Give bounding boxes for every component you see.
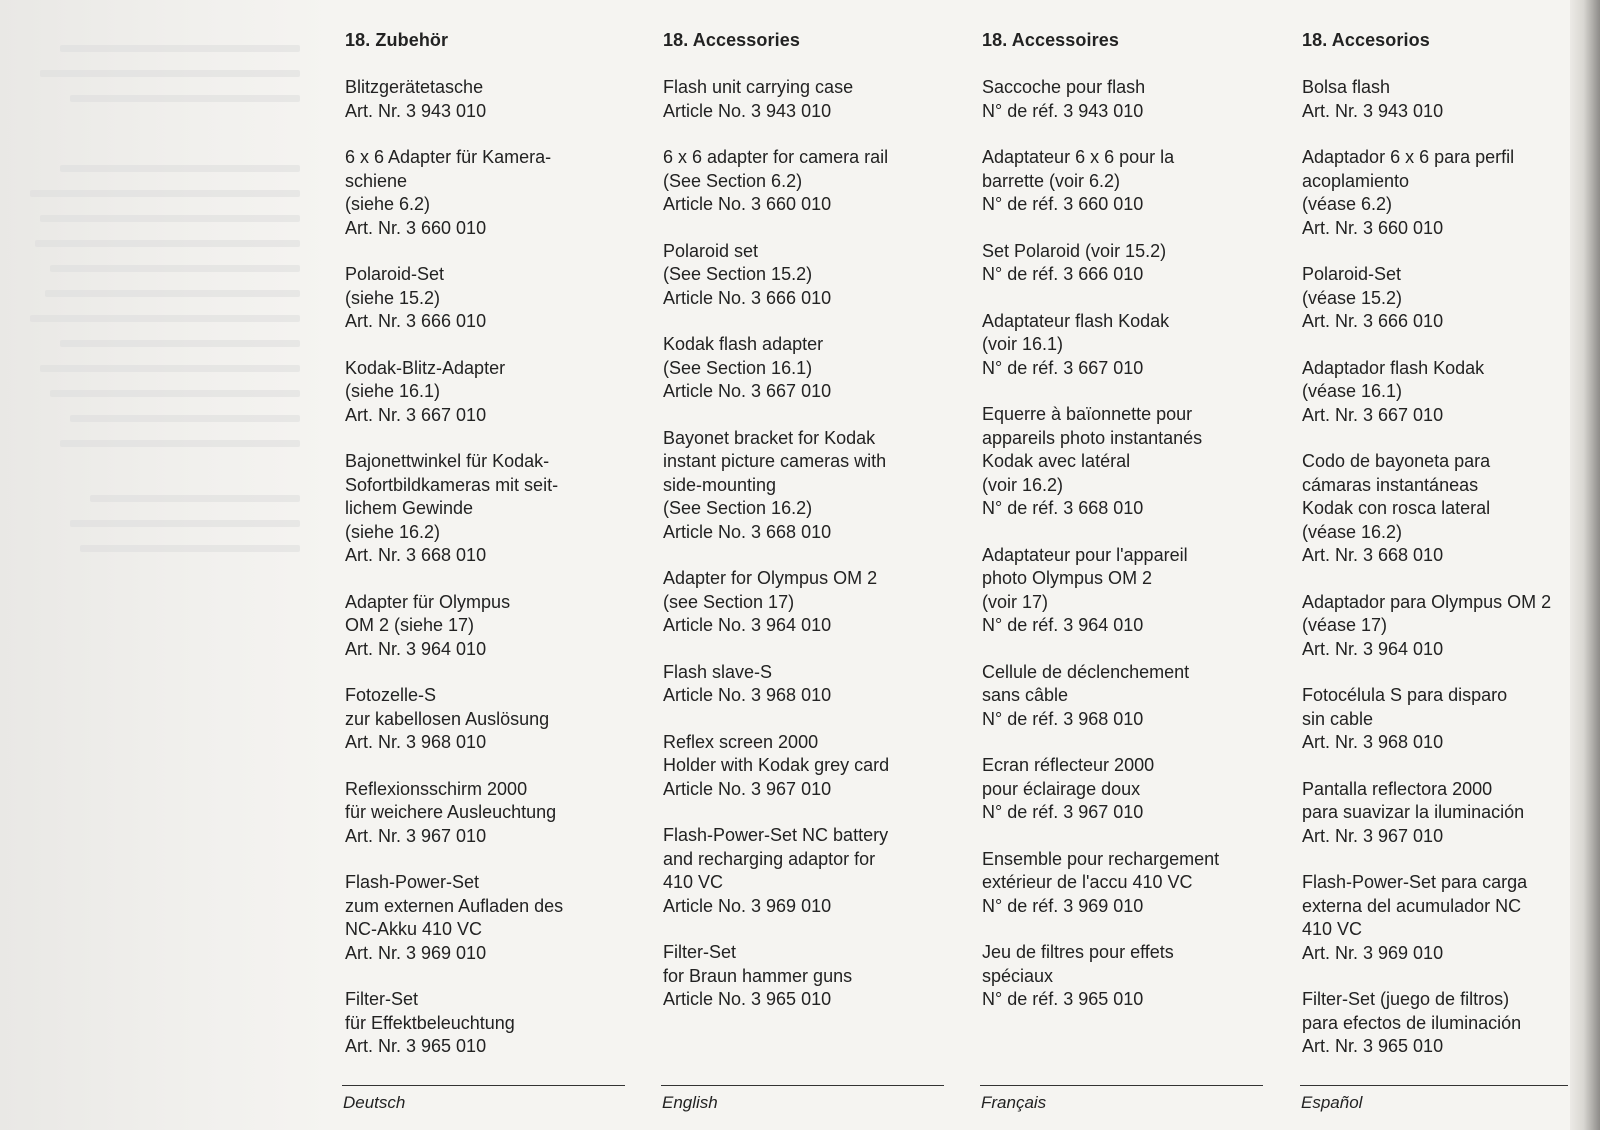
entry-line: Art. Nr. 3 943 010	[345, 100, 487, 121]
entry-line: Filter-Set	[345, 989, 419, 1009]
accessory-entry	[345, 684, 630, 755]
entry-line: Art. Nr. 3 969 010	[1302, 942, 1444, 963]
accessory-entry	[345, 263, 630, 334]
accessory-entry	[1302, 684, 1587, 755]
accessory-entry	[345, 357, 630, 428]
footer-rule-english	[661, 1085, 944, 1086]
entry-list	[1302, 76, 1587, 1059]
entry-line: Art. Nr. 3 668 010	[1302, 545, 1444, 565]
entry-line: (voir 17)	[982, 591, 1049, 612]
accessory-entry	[1302, 871, 1587, 965]
entry-line: Fotozelle-S	[345, 685, 437, 705]
entry-line: Article No. 3 967 010	[663, 778, 832, 799]
entry-line: sin cable	[1302, 708, 1374, 729]
entry-line: Saccoche pour flash	[982, 77, 1146, 97]
accessory-entry	[1302, 263, 1587, 334]
accessory-entry	[982, 661, 1267, 732]
accessory-entry	[663, 240, 948, 311]
entry-line: N° de réf. 3 965 010	[982, 989, 1144, 1009]
accessory-entry	[982, 310, 1267, 381]
entry-line: Art. Nr. 3 943 010	[1302, 100, 1444, 121]
column-espanol	[1302, 30, 1587, 1082]
entry-line: Polaroid-Set	[345, 264, 445, 284]
entry-line: sans câble	[982, 685, 1069, 705]
entry-line: N° de réf. 3 964 010	[982, 615, 1144, 635]
entry-line: Pantalla reflectora 2000	[1302, 778, 1493, 799]
accessory-entry	[345, 76, 630, 123]
entry-line: N° de réf. 3 943 010	[982, 100, 1144, 121]
entry-list	[345, 76, 630, 1059]
accessory-entry	[345, 988, 630, 1059]
entry-line: N° de réf. 3 660 010	[982, 194, 1144, 214]
entry-line: lichem Gewinde	[345, 498, 474, 518]
entry-line: Art. Nr. 3 965 010	[1302, 1036, 1444, 1056]
accessory-entry	[663, 146, 948, 217]
entry-line: Codo de bayoneta para	[1302, 451, 1491, 471]
entry-line: Art. Nr. 3 964 010	[1302, 638, 1444, 659]
entry-line: Flash-Power-Set NC battery	[663, 825, 889, 845]
entry-line: Adaptateur flash Kodak	[982, 310, 1170, 331]
entry-line: for Braun hammer guns	[663, 965, 853, 986]
entry-line: Art. Nr. 3 660 010	[345, 217, 487, 238]
entry-line: N° de réf. 3 968 010	[982, 708, 1144, 729]
entry-line: Art. Nr. 3 667 010	[1302, 404, 1444, 425]
accessory-entry	[345, 778, 630, 849]
entry-line: Bajonettwinkel für Kodak-	[345, 451, 550, 471]
footer-language-espanol: Español	[1301, 1093, 1363, 1112]
entry-line: Polaroid set	[663, 240, 759, 261]
entry-line: (véase 16.1)	[1302, 381, 1403, 401]
entry-line: Adaptateur 6 x 6 pour la	[982, 147, 1175, 167]
footer-language-english: English	[662, 1093, 718, 1112]
entry-line: extérieur de l'accu 410 VC	[982, 872, 1193, 892]
entry-line: (véase 16.2)	[1302, 521, 1403, 542]
accessory-entry	[982, 146, 1267, 217]
entry-line: Filter-Set	[663, 942, 737, 962]
entry-line: Article No. 3 660 010	[663, 194, 832, 214]
entry-line: OM 2 (siehe 17)	[345, 615, 475, 635]
entry-line: (see Section 17)	[663, 591, 795, 612]
entry-line: Art. Nr. 3 668 010	[345, 545, 487, 565]
entry-line: Cellule de déclenchement	[982, 661, 1190, 682]
footer-rule-deutsch	[342, 1085, 625, 1086]
entry-line: Ecran réflecteur 2000	[982, 755, 1155, 775]
accessory-entry	[663, 333, 948, 404]
entry-list	[663, 76, 948, 1012]
entry-line: externa del acumulador NC	[1302, 895, 1522, 916]
entry-line: Flash slave-S	[663, 661, 773, 682]
entry-line: acoplamiento	[1302, 170, 1410, 191]
accessory-entry	[1302, 778, 1587, 849]
entry-line: 410 VC	[663, 872, 724, 892]
entry-line: Jeu de filtres pour effets	[982, 942, 1174, 962]
entry-line: Flash unit carrying case	[663, 77, 854, 97]
entry-line: Bayonet bracket for Kodak	[663, 427, 876, 448]
entry-line: Adapter for Olympus OM 2	[663, 568, 878, 588]
accessory-entry	[663, 661, 948, 708]
entry-line: para suavizar la iluminación	[1302, 802, 1525, 822]
column-title: 18. Accessories	[663, 30, 800, 50]
accessory-entry	[1302, 450, 1587, 568]
accessory-entry	[345, 591, 630, 662]
entry-line: (voir 16.1)	[982, 334, 1064, 354]
entry-line: 410 VC	[1302, 919, 1363, 939]
entry-line: (voir 16.2)	[982, 474, 1064, 495]
entry-line: (siehe 16.2)	[345, 521, 441, 542]
entry-line: N° de réf. 3 667 010	[982, 357, 1144, 378]
entry-line: Article No. 3 667 010	[663, 381, 832, 401]
entry-line: Art. Nr. 3 666 010	[1302, 311, 1444, 331]
entry-line: and recharging adaptor for	[663, 848, 876, 869]
entry-line: Reflex screen 2000	[663, 731, 819, 752]
entry-line: instant picture cameras with	[663, 451, 887, 471]
accessory-entry	[982, 240, 1267, 287]
entry-line: Art. Nr. 3 965 010	[345, 1036, 487, 1056]
entry-line: N° de réf. 3 666 010	[982, 264, 1144, 284]
entry-line: (See Section 16.2)	[663, 498, 813, 518]
entry-line: Bolsa flash	[1302, 77, 1391, 97]
entry-line: Article No. 3 943 010	[663, 100, 832, 121]
entry-line: Article No. 3 666 010	[663, 287, 832, 308]
accessory-entry	[982, 941, 1267, 1012]
entry-line: Adapter für Olympus	[345, 591, 511, 612]
entry-line: Set Polaroid (voir 15.2)	[982, 240, 1167, 261]
entry-list	[982, 76, 1267, 1012]
entry-line: Filter-Set (juego de filtros)	[1302, 989, 1510, 1009]
entry-line: Art. Nr. 3 967 010	[1302, 825, 1444, 846]
entry-line: para efectos de iluminación	[1302, 1012, 1522, 1033]
footer-language-deutsch: Deutsch	[343, 1093, 406, 1112]
entry-line: Blitzgerätetasche	[345, 77, 484, 97]
entry-line: Article No. 3 964 010	[663, 615, 832, 635]
entry-line: Kodak-Blitz-Adapter	[345, 357, 506, 378]
entry-line: photo Olympus OM 2	[982, 568, 1153, 588]
entry-line: N° de réf. 3 969 010	[982, 895, 1144, 916]
entry-line: zum externen Aufladen des	[345, 895, 564, 916]
entry-line: cámaras instantáneas	[1302, 474, 1479, 495]
entry-line: Flash-Power-Set para carga	[1302, 872, 1528, 892]
entry-line: für weichere Ausleuchtung	[345, 802, 557, 822]
entry-line: Art. Nr. 3 967 010	[345, 825, 487, 846]
entry-line: (siehe 16.1)	[345, 381, 441, 401]
entry-line: side-mounting	[663, 474, 777, 495]
entry-line: Article No. 3 968 010	[663, 685, 832, 705]
accessory-entry	[663, 567, 948, 638]
accessory-entry	[663, 941, 948, 1012]
bleed-through-left-page	[0, 0, 330, 1130]
accessory-entry	[1302, 146, 1587, 240]
entry-line: Holder with Kodak grey card	[663, 755, 890, 775]
column-deutsch	[345, 30, 630, 1082]
entry-line: spéciaux	[982, 965, 1054, 986]
footer-rule-espanol	[1300, 1085, 1568, 1086]
accessory-entry	[345, 146, 630, 240]
entry-line: für Effektbeleuchtung	[345, 1012, 515, 1033]
accessory-entry	[663, 731, 948, 802]
accessory-entry	[982, 754, 1267, 825]
accessory-entry	[663, 427, 948, 545]
entry-line: (véase 17)	[1302, 615, 1388, 635]
column-francais	[982, 30, 1267, 1035]
entry-line: Art. Nr. 3 660 010	[1302, 217, 1444, 238]
entry-line: barrette (voir 6.2)	[982, 170, 1121, 191]
column-english	[663, 30, 948, 1035]
entry-line: Reflexionsschirm 2000	[345, 778, 528, 799]
accessory-entry	[345, 450, 630, 568]
entry-line: zur kabellosen Auslösung	[345, 708, 550, 729]
entry-line: Art. Nr. 3 968 010	[345, 732, 487, 752]
entry-line: Art. Nr. 3 969 010	[345, 942, 487, 963]
entry-line: Fotocélula S para disparo	[1302, 685, 1508, 705]
accessory-entry	[982, 848, 1267, 919]
entry-line: Article No. 3 965 010	[663, 989, 832, 1009]
footer-rule-francais	[980, 1085, 1263, 1086]
accessory-entry	[982, 403, 1267, 521]
entry-line: Art. Nr. 3 666 010	[345, 311, 487, 331]
entry-line: Art. Nr. 3 667 010	[345, 404, 487, 425]
entry-line: Adaptateur pour l'appareil	[982, 544, 1188, 565]
entry-line: (See Section 15.2)	[663, 264, 813, 284]
footer-language-francais: Français	[981, 1093, 1047, 1112]
entry-line: Art. Nr. 3 968 010	[1302, 732, 1444, 752]
entry-line: appareils photo instantanés	[982, 427, 1203, 448]
accessory-entry	[345, 871, 630, 965]
entry-line: schiene	[345, 170, 408, 191]
entry-line: Article No. 3 969 010	[663, 895, 832, 916]
accessory-entry	[1302, 357, 1587, 428]
entry-line: Adaptador flash Kodak	[1302, 357, 1485, 378]
entry-line: Kodak flash adapter	[663, 334, 824, 354]
entry-line: pour éclairage doux	[982, 778, 1141, 799]
column-title: 18. Accesorios	[1302, 30, 1430, 50]
entry-line: Adaptador para Olympus OM 2	[1302, 591, 1552, 612]
entry-line: (See Section 16.1)	[663, 357, 813, 378]
entry-line: NC-Akku 410 VC	[345, 919, 483, 939]
entry-line: 6 x 6 adapter for camera rail	[663, 147, 889, 167]
entry-line: (siehe 6.2)	[345, 194, 431, 214]
entry-line: Flash-Power-Set	[345, 872, 480, 892]
column-title: 18. Accessoires	[982, 30, 1119, 50]
entry-line: Kodak avec latéral	[982, 451, 1131, 471]
accessory-entry	[663, 76, 948, 123]
accessory-entry	[1302, 988, 1587, 1059]
accessory-entry	[1302, 591, 1587, 662]
entry-line: 6 x 6 Adapter für Kamera-	[345, 147, 552, 167]
entry-line: (See Section 6.2)	[663, 170, 803, 191]
column-title: 18. Zubehör	[345, 30, 449, 50]
entry-line: Adaptador 6 x 6 para perfil	[1302, 147, 1515, 167]
entry-line: Ensemble pour rechargement	[982, 848, 1220, 869]
entry-line: N° de réf. 3 967 010	[982, 802, 1144, 822]
entry-line: Polaroid-Set	[1302, 264, 1402, 284]
entry-line: Sofortbildkameras mit seit-	[345, 474, 559, 495]
entry-line: N° de réf. 3 668 010	[982, 498, 1144, 518]
entry-line: Equerre à baïonnette pour	[982, 404, 1193, 424]
accessory-entry	[663, 824, 948, 918]
entry-line: Art. Nr. 3 964 010	[345, 638, 487, 659]
entry-line: Kodak con rosca lateral	[1302, 498, 1491, 518]
entry-line: Article No. 3 668 010	[663, 521, 832, 542]
entry-line: (véase 15.2)	[1302, 287, 1403, 308]
accessory-entry	[982, 544, 1267, 638]
entry-line: (véase 6.2)	[1302, 194, 1393, 214]
entry-line: (siehe 15.2)	[345, 287, 441, 308]
accessory-entry	[982, 76, 1267, 123]
accessory-entry	[1302, 76, 1587, 123]
